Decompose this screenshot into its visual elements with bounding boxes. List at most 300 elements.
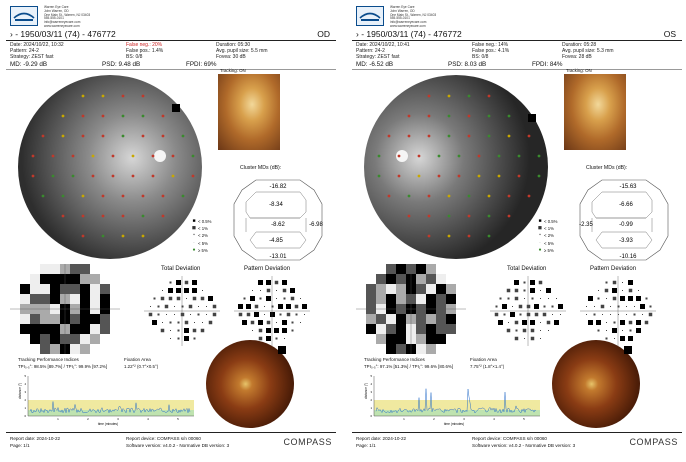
grayscale-cell	[40, 334, 50, 344]
legend-label: < 2%	[544, 233, 554, 239]
deviation-symbol	[649, 313, 653, 317]
deviation-symbol	[198, 314, 200, 316]
deviation-symbol	[628, 296, 633, 301]
grayscale-cell	[396, 344, 406, 354]
deviation-symbol	[540, 330, 541, 331]
test-point	[122, 95, 125, 98]
deviation-symbol	[239, 313, 243, 317]
deviation-symbol	[190, 314, 191, 315]
deviation-symbol	[588, 296, 593, 301]
test-point	[162, 215, 165, 218]
deviation-symbol	[290, 288, 295, 293]
deviation-symbol	[206, 306, 207, 307]
deviation-symbol	[158, 314, 160, 316]
deviation-symbol	[192, 280, 197, 285]
grayscale-cell	[30, 334, 40, 344]
report-date: Report date: 2024-10-22	[356, 436, 407, 441]
deviation-symbol	[300, 322, 301, 323]
grayscale-cell	[416, 334, 426, 344]
deviation-symbol	[275, 281, 279, 285]
deviation-symbol	[547, 321, 551, 325]
test-point	[62, 215, 65, 218]
optic-disc-photo	[564, 74, 626, 150]
deviation-symbol	[259, 329, 263, 333]
grayscale-cell	[30, 314, 40, 324]
test-point	[112, 155, 115, 158]
md-value: MD: -9.29 dB	[10, 61, 48, 68]
grayscale-cell	[416, 314, 426, 324]
legend-label: ≥ 5%	[198, 247, 208, 253]
test-point	[82, 115, 85, 118]
grayscale-cell	[90, 294, 100, 304]
deviation-symbol	[184, 328, 189, 333]
deviation-symbol	[266, 296, 271, 301]
cluster-inferior: -13.01	[269, 254, 287, 260]
deviation-symbol	[605, 289, 609, 293]
clinic-line: John Warren, OD	[44, 8, 69, 13]
test-point	[122, 215, 125, 218]
deviation-symbol	[152, 320, 157, 325]
fixation-value: 1.22°² (0.7°×0.5°)	[124, 364, 159, 369]
grayscale-cell	[90, 324, 100, 334]
report-device: Report device: COMPASS s/n 00060	[472, 436, 547, 441]
test-point	[172, 155, 175, 158]
deviation-symbol	[178, 338, 180, 340]
grayscale-cell	[446, 324, 456, 334]
test-point	[398, 175, 401, 178]
test-point	[448, 95, 451, 98]
deviation-symbol	[610, 314, 611, 315]
plot-ytick: 1	[370, 406, 372, 410]
deviation-symbol	[622, 290, 623, 291]
brand-logo: COMPASS	[629, 437, 678, 447]
deviation-symbol	[168, 288, 173, 293]
test-point	[122, 195, 125, 198]
legend-label: ≥ 5%	[544, 247, 554, 253]
plot-ytick: 2	[24, 398, 26, 402]
deviation-symbol	[274, 328, 279, 333]
deviation-symbol	[646, 298, 648, 300]
blind-spot: BS: 0/8	[472, 54, 489, 60]
test-point	[72, 155, 75, 158]
deviation-symbol	[628, 336, 633, 341]
fundus-photo	[552, 340, 640, 428]
retina-background	[18, 75, 202, 259]
deviation-symbol	[613, 297, 617, 301]
test-duration: Duration: 05:28	[562, 42, 597, 48]
deviation-symbol	[150, 306, 151, 307]
deviation-symbol	[524, 282, 526, 284]
test-point	[162, 195, 165, 198]
test-point	[498, 155, 501, 158]
deviation-symbol	[174, 306, 175, 307]
grayscale-cell	[446, 314, 456, 324]
test-strategy: Strategy: ZEST fast	[356, 54, 400, 60]
total-deviation-map	[490, 276, 566, 346]
test-point	[408, 195, 411, 198]
grayscale-cell	[416, 324, 426, 334]
deviation-symbol	[500, 298, 502, 300]
test-point	[428, 195, 431, 198]
sensitivity-map	[356, 74, 562, 260]
legend-symbol: ●	[192, 246, 196, 253]
clinic-name: Warren Eye Care	[44, 5, 69, 9]
grayscale-cell	[40, 324, 50, 334]
test-info-col3	[216, 42, 268, 60]
grayscale-cell	[90, 274, 100, 284]
plot-xtick: 5	[177, 417, 179, 421]
deviation-symbol	[510, 312, 515, 317]
deviation-symbol	[620, 336, 625, 341]
test-point	[528, 195, 531, 198]
test-point	[428, 215, 431, 218]
grayscale-cell	[436, 284, 446, 294]
deviation-symbol	[254, 312, 259, 317]
deviation-symbol	[515, 297, 519, 301]
deviation-symbol	[530, 288, 535, 293]
deviation-symbol	[507, 289, 511, 293]
grayscale-cell	[386, 264, 396, 274]
test-point	[428, 235, 431, 238]
fundus-photo	[206, 340, 294, 428]
deviation-symbol	[519, 305, 523, 309]
grayscale-cell	[50, 314, 60, 324]
plot-ytick: 2	[370, 398, 372, 402]
test-point	[538, 155, 541, 158]
test-point	[428, 95, 431, 98]
total-deviation-map	[144, 276, 220, 346]
orientation-mark	[528, 114, 536, 122]
grayscale-cell	[376, 334, 386, 344]
deviation-symbol	[192, 288, 197, 293]
tracking-plot	[364, 372, 544, 432]
patient-id: › - 1950/03/11 (74) - 476772	[10, 29, 116, 39]
grayscale-cell	[20, 284, 30, 294]
deviation-symbol	[540, 322, 541, 323]
grayscale-cell	[50, 264, 60, 274]
report-od	[6, 0, 336, 462]
test-point	[418, 175, 421, 178]
grayscale-cell	[366, 324, 376, 334]
test-info-col2	[472, 42, 509, 60]
test-info-col3	[562, 42, 614, 60]
deviation-symbol	[246, 304, 251, 309]
test-point	[102, 115, 105, 118]
clinic-line: One Main St., Warren, NJ 03403	[44, 12, 91, 17]
test-point	[142, 235, 145, 238]
deviation-symbol	[161, 297, 165, 301]
fovea: Fovea: 28 dB	[562, 54, 592, 60]
grayscale-cell	[386, 344, 396, 354]
grayscale-cell	[396, 324, 406, 334]
grayscale-cell	[100, 314, 110, 324]
test-point	[52, 155, 55, 158]
total-deviation-title: Total Deviation	[507, 266, 547, 272]
test-point	[468, 135, 471, 138]
deviation-symbol	[176, 288, 181, 293]
test-point	[478, 175, 481, 178]
grayscale-cell	[436, 334, 446, 344]
deviation-symbol	[169, 297, 173, 301]
test-pattern: Pattern: 24-2	[356, 48, 385, 54]
deviation-symbol	[544, 306, 546, 308]
grayscale-cell	[386, 334, 396, 344]
test-point	[82, 195, 85, 198]
deviation-symbol	[247, 313, 251, 317]
software-version: Software version: v4.0.2 - Normative DB version: 3	[472, 443, 576, 448]
plot-xtick: 1	[403, 417, 405, 421]
test-date: Date: 2024/10/22, 10:41	[356, 42, 410, 48]
grayscale-cell	[436, 294, 446, 304]
deviation-symbol	[618, 306, 620, 308]
test-info-col1	[10, 42, 64, 60]
grayscale-cell	[50, 284, 60, 294]
blind-spot: BS: 0/8	[126, 54, 143, 60]
grayscale-cell	[40, 294, 50, 304]
grayscale-cell	[426, 264, 436, 274]
grayscale-cell	[20, 294, 30, 304]
deviation-symbol	[622, 330, 623, 331]
deviation-symbol	[642, 314, 643, 315]
test-point	[92, 155, 95, 158]
retina-background	[364, 75, 548, 259]
tracking-status: Tracking: ON	[566, 68, 592, 73]
grayscale-cell	[386, 284, 396, 294]
grayscale-cell	[20, 324, 30, 334]
test-point	[408, 215, 411, 218]
cluster-superior: -15.63	[619, 184, 637, 190]
test-point	[112, 175, 115, 178]
eye-label: OD	[317, 29, 330, 39]
test-point	[62, 195, 65, 198]
page-number: Page: 1/1	[10, 443, 30, 448]
test-point	[408, 135, 411, 138]
test-point	[488, 195, 491, 198]
deviation-symbol	[612, 328, 617, 333]
deviation-symbol	[244, 298, 246, 300]
grayscale-cell	[416, 284, 426, 294]
fixation-title: Fixation Area	[470, 357, 497, 362]
deviation-symbol	[292, 322, 294, 324]
deviation-symbol	[170, 338, 171, 339]
deviation-symbol	[522, 320, 527, 325]
deviation-symbol	[202, 322, 203, 323]
test-point	[42, 195, 45, 198]
grayscale-cell	[446, 294, 456, 304]
grayscale-cell	[426, 284, 436, 294]
global-indices	[352, 60, 682, 70]
test-point	[192, 155, 195, 158]
cluster-nasal: -6.98	[309, 222, 323, 228]
grayscale-cell	[436, 324, 446, 334]
deviation-symbol	[629, 289, 633, 293]
legend-symbol: ■	[192, 218, 196, 224]
grayscale-cell	[416, 274, 426, 284]
clinic-line: info@warreneyecare.com	[44, 20, 81, 25]
deviation-symbol	[193, 329, 197, 333]
deviation-symbol	[524, 290, 526, 292]
plot-xtick: 2	[433, 417, 435, 421]
deviation-symbol	[302, 304, 307, 309]
deviation-symbol	[170, 330, 171, 331]
test-point	[102, 95, 105, 98]
cluster-inferotemporal: -4.85	[269, 238, 283, 244]
test-point	[488, 115, 491, 118]
grayscale-cell	[396, 314, 406, 324]
deviation-symbol	[594, 314, 596, 316]
deviation-symbol	[266, 280, 271, 285]
test-point	[388, 135, 391, 138]
deviation-symbol	[194, 322, 195, 323]
deviation-symbol	[598, 298, 600, 300]
plot-ytick: 5	[24, 374, 26, 378]
test-point	[142, 115, 145, 118]
deviation-symbol	[586, 306, 587, 307]
deviation-symbol	[282, 328, 287, 333]
grayscale-cell	[70, 344, 80, 354]
deviation-symbol	[258, 320, 263, 325]
orientation-mark	[172, 104, 180, 112]
test-point	[82, 135, 85, 138]
deviation-symbol	[543, 313, 547, 317]
deviation-symbol	[516, 330, 518, 332]
grayscale-cell	[90, 284, 100, 294]
deviation-symbol	[546, 288, 551, 293]
deviation-symbol	[606, 322, 607, 323]
grayscale-cell	[80, 264, 90, 274]
cluster-inferior: -10.16	[619, 254, 637, 260]
deviation-symbol	[540, 298, 541, 299]
cluster-title: Cluster MDs (dB):	[240, 165, 282, 171]
deviation-symbol	[548, 330, 549, 331]
deviation-symbol	[184, 336, 189, 341]
test-point	[448, 235, 451, 238]
deviation-symbol	[206, 314, 207, 315]
deviation-symbol	[606, 330, 607, 331]
grayscale-cell	[396, 294, 406, 304]
legend-symbol: ■	[538, 218, 542, 224]
test-point	[408, 115, 411, 118]
fpdi-value: FPDI: 69%	[186, 61, 217, 68]
pattern-deviation-map	[580, 276, 656, 346]
deviation-symbol	[548, 298, 549, 299]
plot-xtick: 4	[147, 417, 149, 421]
report-os	[352, 0, 682, 462]
grayscale-cell	[436, 274, 446, 284]
deviation-symbol	[640, 304, 645, 309]
grayscale-cell	[40, 274, 50, 284]
report-footer	[6, 432, 336, 462]
deviation-symbol	[638, 290, 639, 291]
deviation-symbol	[282, 280, 287, 285]
deviation-symbol	[174, 314, 175, 315]
deviation-symbol	[558, 304, 563, 309]
deviation-symbol	[208, 296, 213, 301]
grayscale-cell	[386, 324, 396, 334]
deviation-symbol	[507, 329, 511, 333]
deviation-symbol	[514, 280, 519, 285]
plot-xtick: 1	[57, 417, 59, 421]
grayscale-cell	[70, 284, 80, 294]
grayscale-cell	[70, 294, 80, 304]
deviation-symbol	[252, 290, 253, 291]
tpi-title: Tracking Performance Indices	[18, 357, 79, 362]
plot-ytick: 3	[370, 390, 372, 394]
clinic-address	[44, 6, 90, 29]
plot-xlabel: time (minutes)	[97, 422, 119, 426]
test-point	[438, 155, 441, 158]
patient-id: › - 1950/03/11 (74) - 476772	[356, 29, 462, 39]
plot-ytick: 0	[24, 414, 26, 418]
deviation-symbol	[162, 290, 163, 291]
deviation-symbol	[628, 280, 633, 285]
deviation-symbol	[166, 314, 167, 315]
grayscale-cell	[376, 314, 386, 324]
grayscale-cell	[70, 264, 80, 274]
grayscale-cell	[386, 274, 396, 284]
md-value: MD: -6.52 dB	[356, 61, 394, 68]
deviation-symbol	[560, 314, 561, 315]
cluster-superotemporal: -6.66	[619, 202, 633, 208]
deviation-symbol	[177, 297, 181, 301]
total-deviation-title: Total Deviation	[161, 266, 201, 272]
grayscale-cell	[40, 284, 50, 294]
clinic-logo	[356, 6, 384, 26]
patient-title-bar	[352, 29, 682, 41]
test-point	[132, 175, 135, 178]
grayscale-cell	[396, 274, 406, 284]
deviation-symbol	[552, 306, 554, 308]
deviation-symbol	[213, 305, 217, 309]
test-point	[488, 235, 491, 238]
false-positives: False pos.: 1.4%	[126, 48, 164, 54]
test-duration: Duration: 05:30	[216, 42, 251, 48]
test-point	[102, 195, 105, 198]
test-point	[62, 115, 65, 118]
test-point	[42, 135, 45, 138]
false-negatives: False neg.: 20%	[126, 42, 163, 48]
report-footer	[352, 432, 682, 462]
deviation-symbol	[523, 329, 527, 333]
grayscale-cell	[30, 284, 40, 294]
tpi-title: Tracking Performance Indices	[364, 357, 425, 362]
deviation-symbol	[165, 305, 169, 309]
test-point	[72, 175, 75, 178]
deviation-symbol	[634, 306, 635, 307]
test-point	[498, 175, 501, 178]
grayscale-cell	[80, 324, 90, 334]
deviation-symbol	[251, 321, 255, 325]
deviation-symbol	[620, 320, 625, 325]
grayscale-cell	[50, 334, 60, 344]
plot-ytick: 0	[370, 414, 372, 418]
deviation-symbol	[586, 314, 587, 315]
test-point	[488, 135, 491, 138]
test-point	[32, 155, 35, 158]
test-point	[62, 135, 65, 138]
deviation-symbol	[634, 314, 636, 316]
grayscale-cell	[30, 294, 40, 304]
test-point	[102, 135, 105, 138]
deviation-symbol	[532, 298, 534, 300]
test-point	[142, 135, 145, 138]
grayscale-cell	[366, 294, 376, 304]
grayscale-cell	[426, 274, 436, 284]
deviation-symbol	[539, 281, 543, 285]
test-point	[102, 235, 105, 238]
plot-ytick: 1	[24, 406, 26, 410]
deviation-symbol	[213, 313, 217, 317]
